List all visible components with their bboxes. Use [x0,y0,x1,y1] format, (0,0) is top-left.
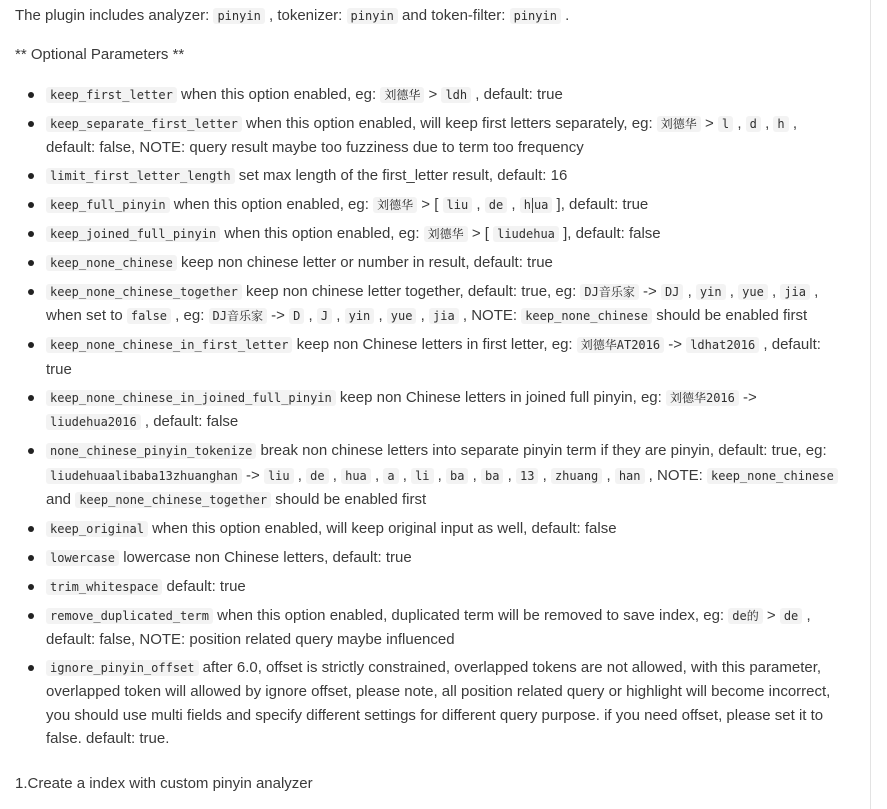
option-text: , [332,307,345,325]
option-name: lowercase [46,550,119,566]
option-text: ], default: false [558,225,661,243]
option-code: J [317,308,332,324]
option-text: default: true [162,577,246,595]
intro-text: . [560,7,570,24]
option-name: keep_original [46,521,148,537]
option-keep-none-chinese-in-joined-full-pinyin [15,386,840,435]
bullet-icon [28,584,34,590]
option-text: and [46,491,76,509]
option-text: > [700,114,718,132]
option-text: -> [638,282,661,300]
option-code: 刘德华2016 [666,390,739,406]
option-code: yin [345,308,375,324]
bullet-icon [28,231,34,237]
option-text: -> [241,466,264,484]
option-text: when this option enabled, eg: [169,196,374,214]
option-lowercase [15,546,840,571]
option-text: , [398,466,412,484]
option-text: , [767,282,781,300]
option-text: > [762,606,780,624]
bullet-icon [28,92,34,98]
option-keep-none-chinese-in-first-letter [15,333,840,381]
option-text: , [503,466,516,484]
option-code: 刘德华 [424,226,468,242]
option-text: , [733,114,746,132]
bullet-icon [28,173,34,179]
analyzer-code: pinyin [213,8,264,24]
option-keep-none-chinese-together [15,280,840,329]
bullet-icon [28,289,34,295]
option-code: 刘德华 [657,116,701,132]
option-keep-separate-first-letter [15,112,840,160]
bullet-icon [28,395,34,401]
option-text: when this option enabled, eg: [220,225,424,243]
option-code: keep_none_chinese [521,308,652,324]
option-text: , [304,307,317,325]
option-text: , default: true [471,86,563,103]
token-filter-code: pinyin [510,8,561,24]
intro-text: The plugin includes analyzer: [15,7,214,24]
option-text: > [424,86,442,103]
option-code-part: h [523,198,531,213]
option-text: , [293,466,307,484]
option-code: han [615,468,645,484]
option-name: keep_first_letter [46,87,177,103]
option-code: l [718,116,733,132]
optional-parameters-heading: ** Optional Parameters ** [15,46,185,63]
option-limit-first-letter-length [15,164,840,189]
option-name: keep_joined_full_pinyin [46,226,220,242]
option-remove-duplicated-term [15,604,840,652]
option-name: trim_whitespace [46,579,162,595]
option-text: , [602,466,615,484]
option-text: -> [267,307,290,325]
option-text: when this option enabled, eg: [176,86,381,103]
option-code: keep_none_chinese [707,468,838,484]
option-text: ], default: true [552,196,649,214]
option-text: , [538,466,551,484]
plugin-intro [15,4,569,28]
option-code [520,197,553,213]
tokenizer-code: pinyin [347,8,398,24]
option-text: , NOTE: [458,307,522,325]
bullet-icon [28,613,34,619]
option-code: yue [738,284,768,300]
option-code: h [773,116,788,132]
option-text: , when set to [46,282,819,325]
option-text: , default: true [46,336,821,378]
option-name: remove_duplicated_term [46,608,213,624]
option-none-chinese-pinyin-tokenize [15,439,840,513]
create-index-heading: 1.Create a index with custom pinyin analyzer [15,775,313,792]
option-ignore-pinyin-offset [15,656,840,751]
option-text: when this option enabled, duplicated term will be removed to save index, eg: [212,606,729,624]
bullet-icon [28,260,34,266]
option-text: , default: false, NOTE: query result maybe too fuzziness due to term too frequency [46,114,797,157]
option-keep-original [15,517,840,542]
bullet-icon [28,342,34,348]
option-code: jia [780,284,810,300]
option-code: 刘德华 [380,87,424,103]
bullet-icon [28,555,34,561]
option-text: after 6.0, offset is strictly constrained, overlapped tokens are not allowed, with this parameter, overlapped token will allowed by ignore offset, please note, all position related query or highlight will become incorrect, you should use multi fields and specify different settings for different query purpose. if you need offset, please set it to false. default: true. [46,658,831,748]
option-text: keep non Chinese letters in first letter, eg: [292,336,577,354]
option-code: yue [387,308,417,324]
option-keep-full-pinyin [15,193,840,218]
option-text: when this option enabled, will keep original input as well, default: false [147,519,617,537]
bullet-icon [28,526,34,532]
option-text: , eg: [171,307,209,325]
option-text: lowercase non Chinese letters, default: true [119,548,412,566]
text-cursor-icon [532,198,533,213]
option-text: , [725,282,739,300]
option-text: , default: false, NOTE: position related query maybe influenced [46,606,811,649]
option-code: liudehua2016 [46,414,141,430]
option-code: ba [446,468,468,484]
option-text: break non chinese letters into separate pinyin term if they are pinyin, default: true, eg: [256,442,827,460]
option-text: -> [664,336,687,354]
option-text: , [683,282,696,300]
option-code: li [411,468,433,484]
option-code: de [306,468,328,484]
option-code: liudehua [493,226,559,242]
option-text: > [ [467,225,494,243]
option-code: de的 [728,608,762,624]
option-code: 13 [516,468,538,484]
option-code: a [383,468,398,484]
option-code: 刘德华AT2016 [577,337,664,353]
option-name: ignore_pinyin_offset [46,660,199,676]
option-code: 刘德华 [373,197,417,213]
option-text: should be enabled first [652,307,808,325]
option-code: d [746,116,761,132]
option-code: liu [264,468,294,484]
option-text: , [468,466,481,484]
option-code: DJ [661,284,683,300]
bullet-icon [28,202,34,208]
option-code: ldhat2016 [686,337,759,353]
scrollbar-track[interactable] [870,0,871,809]
option-code: liudehuaalibaba13zhuanghan [46,468,242,484]
option-text: , NOTE: [644,466,708,484]
option-name: keep_separate_first_letter [46,116,242,132]
option-trim-whitespace [15,575,840,600]
option-name: limit_first_letter_length [46,168,235,184]
option-name: keep_full_pinyin [46,197,170,213]
option-text: , [472,196,485,214]
option-code: yin [696,284,726,300]
option-text: when this option enabled, will keep first letters separately, eg: [241,114,657,132]
option-text: > [ [417,196,443,214]
option-code: false [127,308,171,324]
option-code: liu [443,197,473,213]
option-text: , default: false [140,413,239,431]
option-text: , [374,307,387,325]
option-text: , [760,114,774,132]
bullet-icon [28,448,34,454]
bullet-icon [28,121,34,127]
intro-text: and token-filter: [397,7,510,24]
option-text: keep non Chinese letters in joined full pinyin, eg: [335,388,666,406]
option-code: D [289,308,304,324]
option-text: keep non chinese letter or number in result, default: true [176,253,553,271]
option-code: zhuang [551,468,602,484]
option-code: ba [481,468,503,484]
option-text: , [433,466,447,484]
option-code-part: ua [533,198,549,213]
option-name: keep_none_chinese_together [46,284,242,300]
option-text: keep non chinese letter together, default: true, eg: [241,282,581,300]
option-text: , [416,307,429,325]
option-keep-first-letter [15,83,840,108]
bullet-icon [28,665,34,671]
option-text: set max length of the first_letter result, default: 16 [234,167,568,185]
option-text: , [370,466,384,484]
intro-text: , tokenizer: [264,7,347,24]
option-text: , [507,196,520,214]
option-text: should be enabled first [271,491,427,509]
option-code: de [780,608,802,624]
option-code: hua [341,468,371,484]
option-keep-joined-full-pinyin [15,222,840,247]
option-code: jia [429,308,459,324]
option-code: keep_none_chinese_together [75,492,271,508]
options-list [15,83,840,755]
option-name: keep_none_chinese_in_first_letter [46,337,292,353]
option-code: ldh [441,87,471,103]
option-name: keep_none_chinese_in_joined_full_pinyin [46,390,336,406]
option-name: none_chinese_pinyin_tokenize [46,443,256,459]
option-code: de [485,197,507,213]
option-code: DJ音乐家 [580,284,638,300]
option-code: DJ音乐家 [209,308,267,324]
option-name: keep_none_chinese [46,255,177,271]
option-keep-none-chinese [15,251,840,276]
option-text: , [328,466,342,484]
option-text: -> [738,388,757,406]
